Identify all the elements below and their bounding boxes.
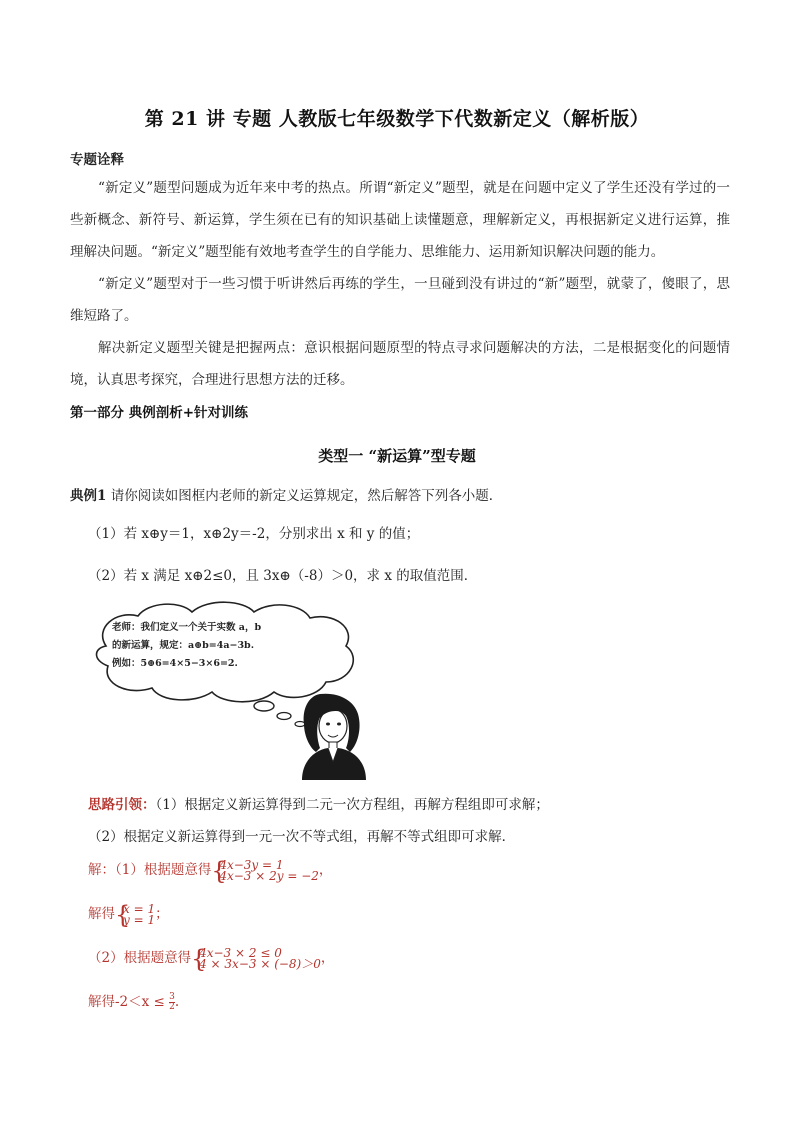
hint-text-1: （1）根据定义新运算得到二元一次方程组，再解方程组即可求解； [155, 797, 549, 813]
teacher-figure [88, 598, 388, 780]
teacher-illustration [88, 598, 388, 780]
paragraph-1: “新定义”题型问题成为近年来中考的热点。所谓“新定义”题型，就是在问题中定义了学生还没有学过的一些新概念、新符号、新运算，学生须在已有的知识基础上读懂题意，理解新定义，再根据新定义进行运算，推理解决问题。“新定义”题型能有效地考查学生的自学能力、思维能力、运用新知识解决问题的能力。 [70, 180, 730, 260]
inequality-1: 4x−3 × 2 ≤ 0 [199, 945, 282, 960]
solution-4-suffix: . [174, 994, 180, 1010]
inequality-system: { 4x−3 × 2 ≤ 0 4 × 3x−3 × (−8)＞0 [191, 944, 321, 973]
paragraph-2: “新定义”题型对于一些习惯于听讲然后再练的学生，一旦碰到没有讲过的“新”题型，就蒙了，傻眼了，思维短路了。 [70, 276, 730, 324]
solution-1-suffix: ， [318, 862, 333, 878]
solution-2-suffix: ； [155, 906, 169, 922]
equation-system-1: { 4x−3y = 1 4x−3 × 2y = −2 [211, 856, 319, 885]
solution-3-prefix: （2）根据题意得 [88, 950, 192, 966]
thought-cloud [97, 602, 354, 702]
inequality-2: 4 × 3x−3 × (−8)＞0 [199, 956, 321, 971]
fraction-numerator: 3 [169, 992, 175, 1002]
type-title: 类型一 “新运算”型专题 [318, 447, 476, 465]
hint-line-1 [88, 793, 549, 813]
system-1-eq-2: 4x−3 × 2y = −2 [219, 868, 319, 883]
example-statement [70, 484, 502, 504]
solution-2-prefix: 解得 [88, 906, 115, 922]
solution-3-suffix: ， [320, 950, 335, 966]
hint-line-2: （2）根据定义新运算得到一元一次不等式组，再解不等式组即可求解． [88, 829, 516, 845]
solution-step-1 [88, 856, 333, 885]
part-label: 第一部分 典例剖析+针对训练 [70, 405, 249, 421]
solution-step-2 [88, 900, 169, 929]
cloud-line-1: 老师：我们定义一个关于实数 a，b [112, 622, 262, 633]
section-label: 专题诠释 [70, 152, 124, 168]
equation-system-2: { x = 1 y = 1 [115, 900, 156, 929]
question-2: （2）若 x 满足 x⊕2≤0，且 3x⊕（-8）＞0，求 x 的取值范围． [88, 568, 478, 584]
fraction-denominator: 2 [169, 1002, 175, 1012]
system-2-eq-2: y = 1 [123, 912, 156, 927]
example-label: 典例1 [70, 488, 107, 504]
solution-step-4 [88, 990, 179, 1012]
cloud-line-3: 例如：5⊕6=4×5−3×6=2. [112, 658, 238, 669]
hint-label: 思路引领： [88, 797, 156, 813]
example-text: 请你阅读如图框内老师的新定义运算规定，然后解答下列各小题． [110, 488, 503, 504]
paragraph-3: 解决新定义题型关键是把握两点：意识根据问题原型的特点寻求问题解决的方法，二是根据变化的问题情境，认真思考探究，合理进行思想方法的迁移。 [70, 340, 730, 388]
system-2-eq-1: x = 1 [123, 901, 156, 916]
solution-step-3 [88, 944, 335, 973]
system-1-eq-1: 4x−3y = 1 [219, 857, 284, 872]
cloud-line-2: 的新运算，规定：a⊕b=4a−3b. [112, 640, 255, 651]
question-1: （1）若 x⊕y＝1，x⊕2y＝-2，分别求出 x 和 y 的值； [88, 526, 420, 542]
solution-1-prefix: 解：（1）根据题意得 [88, 862, 212, 878]
page-title: 第 21 讲 专题 人教版七年级数学下代数新定义（解析版） [144, 108, 650, 130]
solution-4-prefix: 解得-2＜x ≤ [88, 994, 170, 1010]
